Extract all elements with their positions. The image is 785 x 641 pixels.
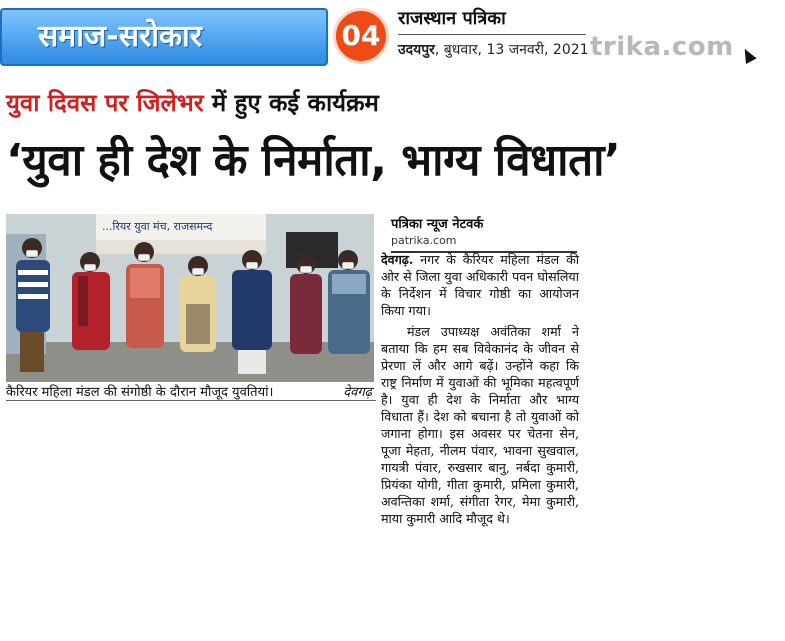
dateline bbox=[398, 40, 589, 59]
kicker-rest: में हुए कई कार्यक्रम bbox=[203, 89, 379, 117]
photo-caption-text: कैरियर महिला मंडल की संगोष्ठी के दौरान मौजूद युवतियां। bbox=[6, 385, 274, 400]
photo-banner-text: ...रियर युवा मंच, राजसमन्द bbox=[102, 220, 213, 233]
section-title: समाज-सरोकार bbox=[0, 8, 328, 66]
article-body bbox=[381, 251, 579, 531]
story-kicker bbox=[6, 86, 379, 119]
news-photo bbox=[6, 214, 374, 382]
dateline-city: उदयपुर bbox=[398, 42, 435, 58]
byline-web: patrika.com bbox=[391, 234, 457, 247]
article-place: देवगढ़. bbox=[381, 252, 414, 267]
story-headline: ‘युवा ही देश के निर्माता, भाग्य विधाता’ bbox=[6, 135, 621, 186]
kicker-highlight: युवा दिवस पर जिलेभर bbox=[6, 89, 204, 117]
publication-name: राजस्थान पत्रिका bbox=[398, 8, 506, 29]
photo-caption bbox=[6, 382, 376, 400]
article-paragraph-1-text: नगर के कैरियर महिला मंडल की ओर से जिला युवा अधिकारी पवन घोसलिया के निर्देशन में विचार गोष्ठी का आयोजन किया गया। bbox=[381, 252, 579, 318]
byline bbox=[391, 214, 581, 253]
header-divider bbox=[398, 34, 586, 35]
group-photo-image bbox=[6, 214, 374, 382]
page-header bbox=[0, 0, 785, 70]
byline-source: पत्रिका न्यूज नेटवर्क bbox=[391, 217, 484, 232]
photo-caption-place: देवगढ़ bbox=[343, 385, 372, 400]
masthead bbox=[398, 6, 698, 30]
dateline-date: , बुधवार, 13 जनवरी, 2021 bbox=[434, 42, 589, 58]
article-paragraph: मंडल उपाध्यक्ष अवंतिका शर्मा ने बताया कि हम सब विवेकानंद के जीवन से प्रेरणा लें और आगे बढ़ें। उन्होंने कहा कि राष्ट्र निर्माण में युवाओं की भूमिका महत्वपूर्ण है। युवा ही देश के निर्माता और भाग्य विधाता हैं। देश को बचाना है तो युवाओं को जगाना होगा। इस अवसर पर चेतना सेन, पूजा मेहता, नीलम पंवार, भावना सुखवाल, गायत्री पंवार, रुखसार बानु, नर्बदा कुमारी, प्रियंका योगी, गीता कुमारी, प्रमिला कुमारी, अवन्तिका शर्मा, संगीता रेगर, मेमा कुमारी, माया कुमारी आदि मौजूद थे। bbox=[381, 324, 579, 526]
mouse-cursor-icon bbox=[739, 46, 756, 64]
photo-divider bbox=[6, 400, 376, 401]
article-paragraph bbox=[381, 251, 579, 319]
web-url-watermark: trika.com bbox=[590, 32, 734, 62]
page-number-badge: 04 bbox=[333, 8, 389, 64]
